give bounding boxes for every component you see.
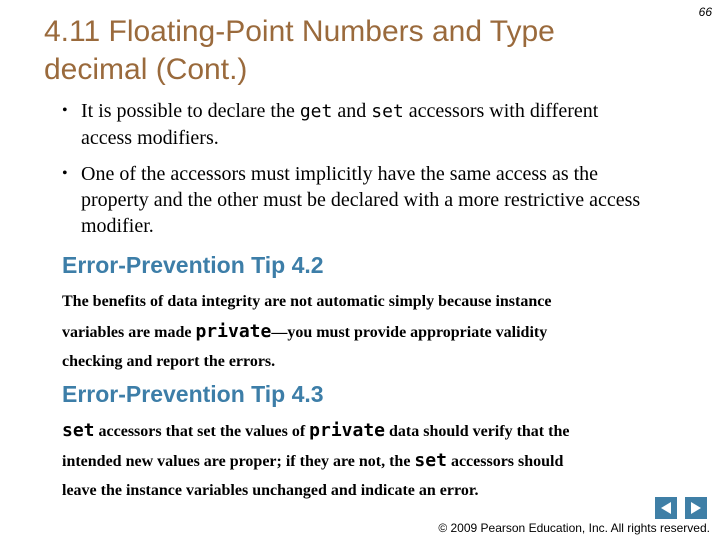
tip-line [62,446,712,476]
tip-line [62,317,712,347]
code-private: private [195,321,272,342]
bullet-list [62,98,702,249]
prev-slide-button[interactable] [655,497,677,519]
tip-text: accessors that set the values of [94,423,310,440]
tip-text: data should verify that the [385,423,570,440]
bullet-line: access modifiers. [81,127,219,149]
slide-title-line-1: 4.11 Floating-Point Numbers and Type [44,15,555,48]
copyright-notice: © 2009 Pearson Education, Inc. All rights reserved. [438,521,710,535]
bullet-text: and [332,100,372,122]
tip-text: variables are made [62,324,196,341]
tip-text: intended new values are proper; if they are not, the [62,453,415,470]
bullet-text: accessors with different [403,100,599,122]
page-number: 66 [698,5,712,19]
slide-title-line-2: decimal (Cont.) [44,53,248,86]
tip-line: leave the instance variables unchanged and indicate an error. [62,482,479,499]
tip-line: The benefits of data integrity are not automatic simply because instance [62,293,552,310]
next-slide-button[interactable] [685,497,707,519]
triangle-left-icon [659,501,673,515]
tip-heading-4-3: Error-Prevention Tip 4.3 [62,381,324,407]
bullet-line [81,98,702,125]
code-set: set [414,450,447,471]
bullet-marker: • [62,102,68,119]
tip-text: accessors should [446,453,564,470]
code-set: set [62,420,95,441]
tip-body-4-3 [62,416,712,506]
code-private: private [309,420,385,441]
tip-heading-4-2: Error-Prevention Tip 4.2 [62,252,324,278]
code-set: set [371,101,404,122]
bullet-item [62,161,702,239]
slide-title [44,13,664,89]
tip-body-4-2 [62,287,712,377]
bullet-line: One of the accessors must implicitly have the same access as the [81,163,599,185]
tip-line: checking and report the errors. [62,353,276,370]
bullet-line: property and the other must be declared with a more restrictive access [81,189,641,211]
bullet-text: It is possible to declare the [81,100,300,122]
code-get: get [299,101,333,122]
tip-line [62,416,712,446]
bullet-item [62,98,702,151]
bullet-marker: • [62,165,68,182]
triangle-right-icon [689,501,703,515]
bullet-line: modifier. [81,215,154,237]
tip-text: —you must provide appropriate validity [271,324,548,341]
